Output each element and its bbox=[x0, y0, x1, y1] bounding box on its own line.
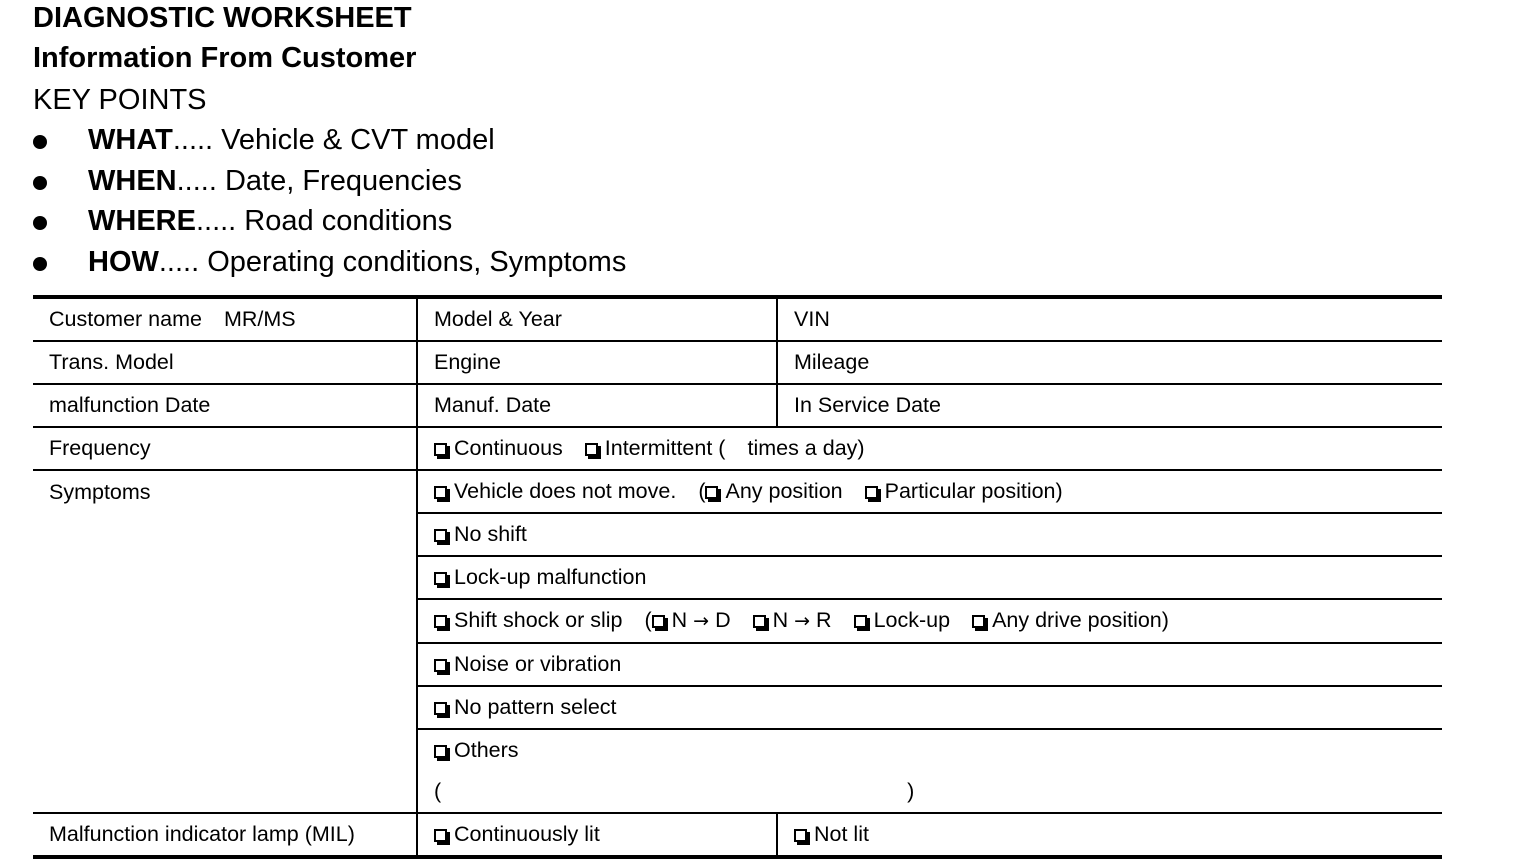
times-a-day-label: times a day) bbox=[747, 436, 865, 460]
any-drive-position-label: Any drive position) bbox=[992, 608, 1169, 632]
arrow-right-icon: → bbox=[794, 610, 811, 632]
paren-open-label: ( bbox=[644, 608, 652, 632]
malfunction-date-label: malfunction Date bbox=[49, 393, 211, 417]
worksheet-table bbox=[33, 295, 1442, 859]
table-row bbox=[33, 341, 1442, 384]
model-year-label: Model & Year bbox=[434, 307, 562, 331]
no-pattern-label: No pattern select bbox=[454, 695, 617, 719]
table-row bbox=[33, 813, 1442, 857]
table-row bbox=[33, 297, 1442, 341]
frequency-options-cell bbox=[417, 427, 1442, 470]
mr-ms-label: MR/MS bbox=[223, 307, 296, 331]
r-label: R bbox=[816, 608, 832, 632]
others-paren-open: ( bbox=[434, 779, 442, 803]
no-shift-label: No shift bbox=[454, 522, 527, 546]
no-move-label: Vehicle does not move. bbox=[454, 479, 677, 503]
mil-continuous-cell bbox=[417, 813, 777, 857]
symptom-lockup-malfunction-cell bbox=[417, 556, 1442, 599]
no-shift-checkbox[interactable] bbox=[434, 529, 447, 542]
bullet-icon bbox=[33, 135, 47, 149]
no-pattern-checkbox[interactable] bbox=[434, 702, 447, 715]
mil-label-cell bbox=[33, 813, 417, 857]
any-position-label: Any position bbox=[725, 479, 843, 503]
continuous-checkbox[interactable] bbox=[434, 443, 447, 456]
paren-open-label: ( bbox=[698, 479, 706, 503]
n-label: N bbox=[772, 608, 789, 632]
lockup-malfunction-checkbox[interactable] bbox=[434, 572, 447, 585]
others-checkbox[interactable] bbox=[434, 745, 447, 758]
vin-label: VIN bbox=[794, 307, 830, 331]
arrow-right-icon: → bbox=[693, 610, 710, 632]
trans-model-label: Trans. Model bbox=[49, 350, 174, 374]
no-move-checkbox[interactable] bbox=[434, 486, 447, 499]
n-to-r-checkbox[interactable] bbox=[753, 615, 766, 628]
mileage-label: Mileage bbox=[794, 350, 870, 374]
table-row bbox=[33, 384, 1442, 427]
continuously-lit-label: Continuously lit bbox=[454, 822, 600, 846]
shift-shock-label: Shift shock or slip bbox=[454, 608, 623, 632]
others-label: Others bbox=[454, 738, 519, 762]
key-point-term: WHEN bbox=[88, 164, 177, 197]
key-point-desc: Operating conditions, Symptoms bbox=[199, 245, 627, 278]
vin-cell[interactable] bbox=[777, 297, 1442, 341]
engine-label: Engine bbox=[434, 350, 501, 374]
manuf-date-label: Manuf. Date bbox=[434, 393, 552, 417]
key-point-sep: ..... bbox=[158, 245, 200, 278]
table-row bbox=[33, 470, 1442, 513]
customer-name-label: Customer name bbox=[49, 307, 202, 331]
intermittent-label: Intermittent ( bbox=[604, 436, 726, 460]
customer-name-cell[interactable] bbox=[33, 297, 417, 341]
key-points-heading: KEY POINTS bbox=[33, 84, 207, 116]
manuf-date-cell[interactable] bbox=[417, 384, 777, 427]
in-service-date-cell[interactable] bbox=[777, 384, 1442, 427]
bullet-icon bbox=[33, 216, 47, 230]
page-subtitle: Information From Customer bbox=[33, 42, 417, 74]
key-point-desc: Date, Frequencies bbox=[216, 164, 462, 197]
lockup-checkbox[interactable] bbox=[854, 615, 867, 628]
symptom-shift-shock-cell bbox=[417, 599, 1442, 643]
symptom-no-move-cell bbox=[417, 470, 1442, 513]
symptom-others-cell bbox=[417, 729, 1442, 813]
key-point-desc: Vehicle & CVT model bbox=[213, 124, 495, 156]
d-label: D bbox=[715, 608, 731, 632]
symptom-noise-cell bbox=[417, 643, 1442, 686]
others-paren-close: ) bbox=[907, 779, 915, 803]
bullet-icon bbox=[33, 257, 47, 271]
frequency-label-cell bbox=[33, 427, 417, 470]
n-label: N bbox=[671, 608, 688, 632]
key-point-term: HOW bbox=[88, 245, 159, 278]
symptom-no-pattern-cell bbox=[417, 686, 1442, 729]
table-row bbox=[33, 427, 1442, 470]
mil-label: Malfunction indicator lamp (MIL) bbox=[49, 822, 355, 846]
trans-model-cell[interactable] bbox=[33, 341, 417, 384]
key-point-sep: ..... bbox=[172, 124, 214, 156]
noise-label: Noise or vibration bbox=[454, 652, 622, 676]
key-point-desc: Road conditions bbox=[236, 205, 453, 237]
frequency-label: Frequency bbox=[49, 436, 151, 460]
not-lit-checkbox[interactable] bbox=[794, 829, 807, 842]
symptom-no-shift-cell bbox=[417, 513, 1442, 556]
particular-position-label: Particular position) bbox=[884, 479, 1063, 503]
any-drive-position-checkbox[interactable] bbox=[972, 615, 985, 628]
not-lit-label: Not lit bbox=[814, 822, 869, 846]
noise-checkbox[interactable] bbox=[434, 659, 447, 672]
shift-shock-checkbox[interactable] bbox=[434, 615, 447, 628]
key-point-sep: ..... bbox=[195, 205, 237, 237]
continuously-lit-checkbox[interactable] bbox=[434, 829, 447, 842]
symptoms-label: Symptoms bbox=[49, 480, 151, 504]
bullet-icon bbox=[33, 176, 47, 190]
particular-position-checkbox[interactable] bbox=[865, 486, 878, 499]
key-point-term: WHERE bbox=[88, 205, 196, 237]
malfunction-date-cell[interactable] bbox=[33, 384, 417, 427]
key-point-term: WHAT bbox=[88, 124, 173, 156]
mileage-cell[interactable] bbox=[777, 341, 1442, 384]
continuous-label: Continuous bbox=[454, 436, 563, 460]
page-title: DIAGNOSTIC WORKSHEET bbox=[33, 2, 412, 34]
model-year-cell[interactable] bbox=[417, 297, 777, 341]
intermittent-checkbox[interactable] bbox=[585, 443, 598, 456]
lockup-label: Lock-up bbox=[873, 608, 951, 632]
n-to-d-checkbox[interactable] bbox=[652, 615, 665, 628]
symptoms-label-cell bbox=[33, 470, 417, 813]
engine-cell[interactable] bbox=[417, 341, 777, 384]
in-service-date-label: In Service Date bbox=[794, 393, 941, 417]
key-point-sep: ..... bbox=[176, 164, 217, 197]
any-position-checkbox[interactable] bbox=[705, 486, 718, 499]
mil-not-lit-cell bbox=[777, 813, 1442, 857]
lockup-malfunction-label: Lock-up malfunction bbox=[454, 565, 647, 589]
